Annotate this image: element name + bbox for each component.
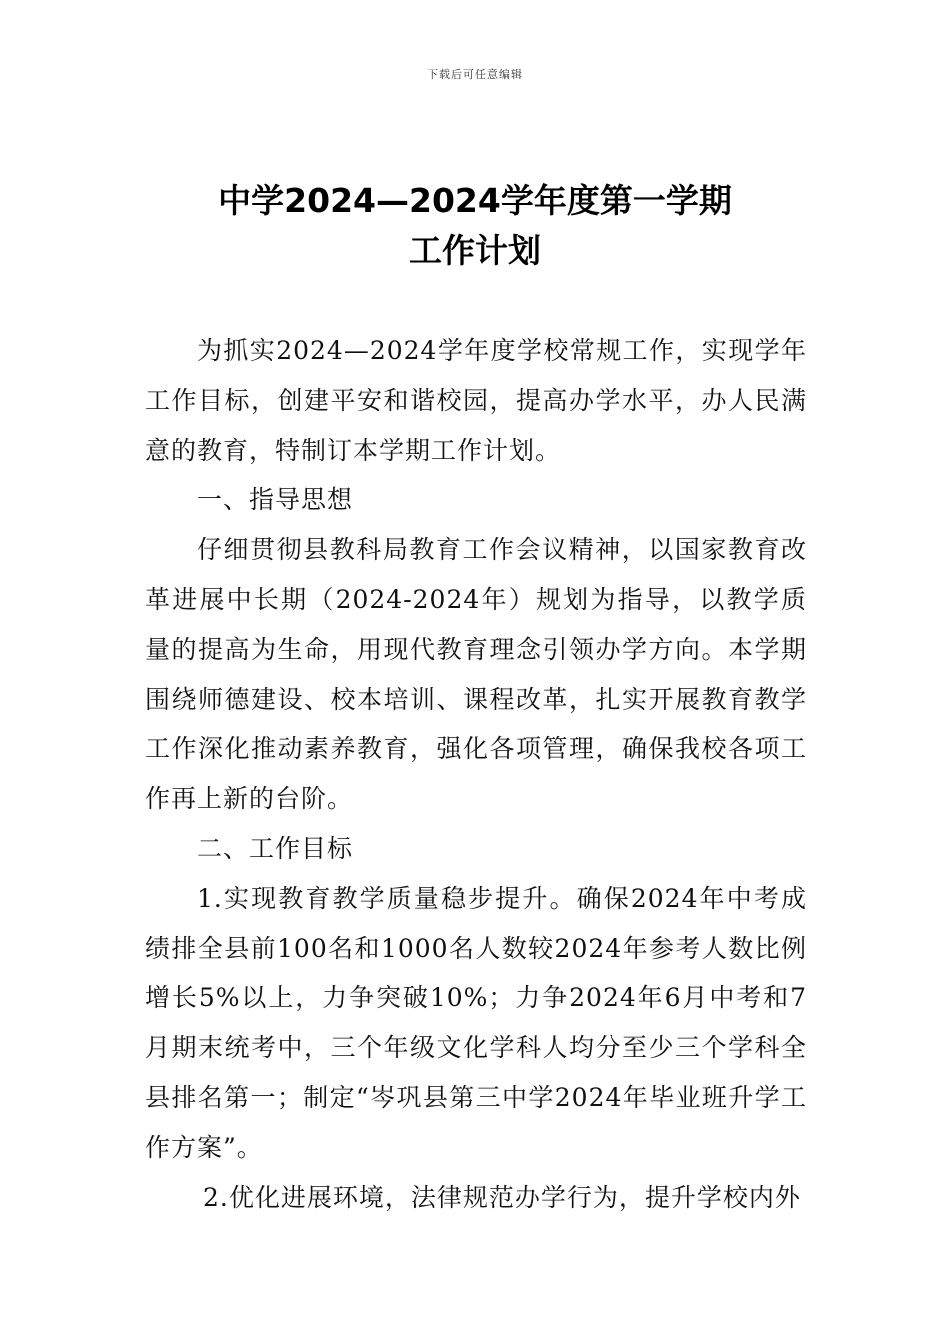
title-line-2: 工作计划: [409, 231, 541, 270]
title-line-1: 中学2024—2024学年度第一学期: [218, 181, 732, 220]
document-body: [145, 326, 807, 1222]
goal-item-2: 2.优化进展环境，法律规范办学行为，提升学校内外: [203, 1182, 801, 1212]
section-heading-work-goals: 二、工作目标: [197, 833, 354, 863]
intro-paragraph: 为抓实2024—2024学年度学校常规工作，实现学年工作目标，创建平安和谐校园，提高办学水平，办人民满意的教育，特制订本学期工作计划。: [145, 336, 807, 465]
document-title: [0, 176, 950, 276]
header-note: 下载后可任意编辑: [427, 68, 523, 81]
section-heading-guiding-thought: 一、指导思想: [197, 485, 354, 515]
goal-item-1: 1.实现教育教学质量稳步提升。确保2024年中考成绩排全县前100名和1000名人数较2024年参考人数比例增长5%以上，力争突破10%；力争2024年6月中考和7月期末统考中，三个年级文化学科人均分至少三个学科全县排名第一；制定“岑巩县第三中学2024年毕业班升学工作方案”。: [145, 883, 807, 1162]
guiding-thought-paragraph: 仔细贯彻县教科局教育工作会议精神，以国家教育改革进展中长期（2024-2024年）规划为指导，以教学质量的提高为生命，用现代教育理念引领办学方向。本学期围绕师德建设、校本培训、课程改革，扎实开展教育教学工作深化推动素养教育，强化各项管理，确保我校各项工作再上新的台阶。: [145, 535, 807, 814]
